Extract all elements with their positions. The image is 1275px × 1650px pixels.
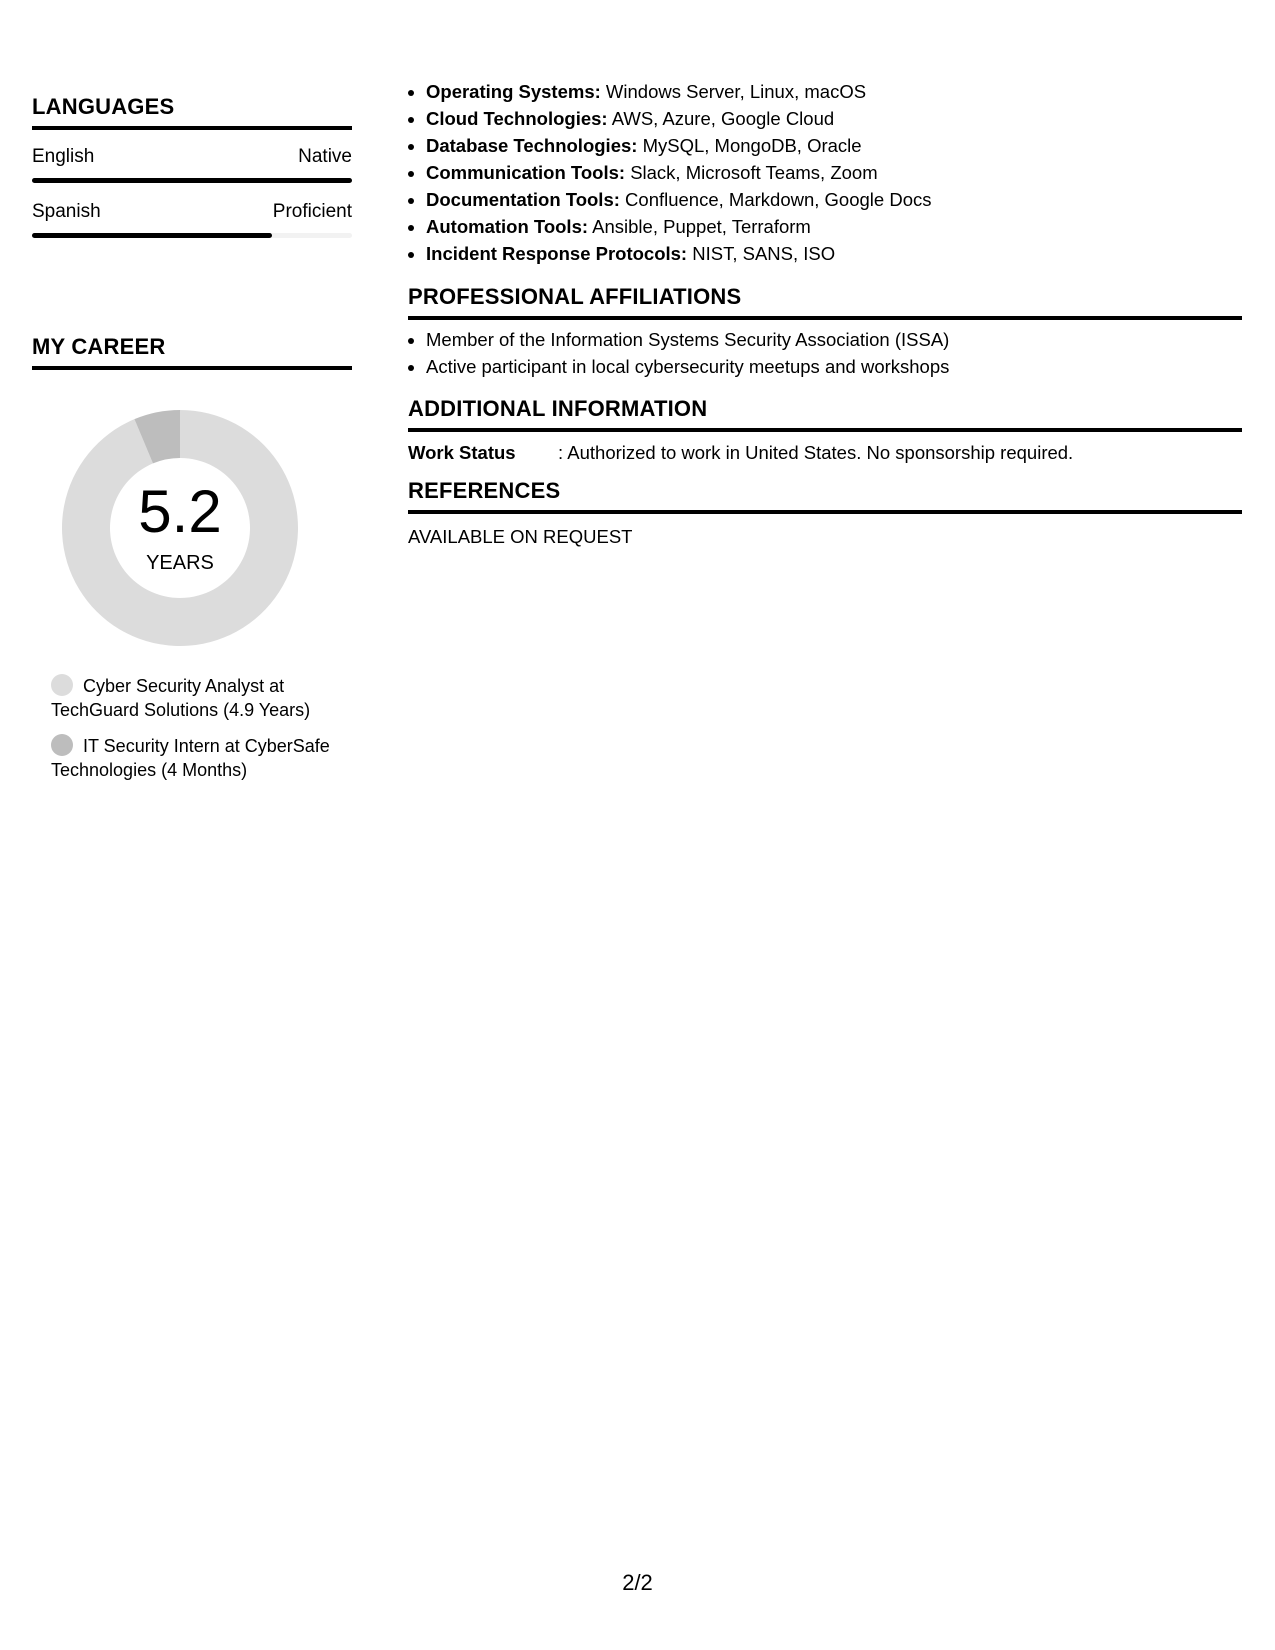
languages-heading: LANGUAGES — [32, 94, 352, 130]
skill-item — [426, 186, 1260, 213]
career-total-unit: YEARS — [146, 552, 214, 574]
work-status-value: : Authorized to work in United States. No sponsorship required. — [558, 442, 1074, 463]
language-item — [32, 201, 352, 238]
career-legend-item — [51, 734, 341, 782]
skill-label: Automation Tools: — [426, 216, 589, 237]
career-legend-label: IT Security Intern at CyberSafe Technologies (4 Months) — [51, 736, 330, 780]
skill-value: AWS, Azure, Google Cloud — [611, 108, 835, 129]
legend-dot-icon — [51, 674, 73, 696]
skill-value: Slack, Microsoft Teams, Zoom — [630, 162, 878, 183]
skill-label: Database Technologies: — [426, 135, 638, 156]
affiliations-section — [408, 284, 1242, 380]
references-heading: REFERENCES — [408, 478, 1242, 514]
language-proficiency-fill — [32, 233, 272, 238]
career-legend-item — [51, 674, 341, 722]
career-donut-chart — [56, 404, 304, 652]
skills-list — [408, 78, 1260, 267]
career-heading: MY CAREER — [32, 334, 352, 370]
language-proficiency-bar — [32, 233, 352, 238]
work-status-label: Work Status — [408, 442, 516, 463]
skill-label: Operating Systems: — [426, 81, 601, 102]
skill-item — [426, 78, 1260, 105]
career-section — [32, 334, 352, 780]
skill-label: Incident Response Protocols: — [426, 243, 688, 264]
affiliation-item: • Member of the Information Systems Security Association (ISSA) — [426, 326, 1242, 353]
affiliation-item: • Active participant in local cybersecurity meetups and workshops — [426, 353, 1242, 380]
language-name: English — [32, 146, 95, 167]
career-legend — [51, 674, 341, 794]
additional-info-section — [408, 396, 1242, 464]
skill-value: Ansible, Puppet, Terraform — [592, 216, 811, 237]
skill-item — [426, 240, 1260, 267]
language-level: Native — [298, 146, 352, 167]
language-level: Proficient — [272, 201, 352, 222]
skill-item — [426, 132, 1260, 159]
page-number: 2/2 — [622, 1570, 653, 1595]
additional-info-heading: ADDITIONAL INFORMATION — [408, 396, 1242, 432]
skill-value: MySQL, MongoDB, Oracle — [642, 135, 862, 156]
language-item — [32, 146, 352, 183]
references-text: AVAILABLE ON REQUEST — [408, 526, 633, 547]
skill-item — [426, 105, 1260, 132]
legend-dot-icon — [51, 734, 73, 756]
skill-value: NIST, SANS, ISO — [692, 243, 836, 264]
references-section — [408, 478, 1242, 548]
language-name: Spanish — [32, 201, 101, 222]
skill-label: Communication Tools: — [426, 162, 626, 183]
language-proficiency-fill — [32, 178, 352, 183]
work-status-row — [408, 442, 1242, 464]
skill-label: Documentation Tools: — [426, 189, 620, 210]
skill-value: Windows Server, Linux, macOS — [605, 81, 867, 102]
skill-label: Cloud Technologies: — [426, 108, 608, 129]
skill-value: Confluence, Markdown, Google Docs — [625, 189, 932, 210]
career-legend-label: Cyber Security Analyst at TechGuard Solutions (4.9 Years) — [51, 676, 311, 720]
language-proficiency-bar — [32, 178, 352, 183]
career-total-value: 5.2 — [138, 478, 222, 545]
skill-item — [426, 213, 1260, 240]
skill-item — [426, 159, 1260, 186]
affiliations-heading: PROFESSIONAL AFFILIATIONS — [408, 284, 1242, 320]
affiliations-list — [408, 326, 1242, 380]
languages-section — [32, 94, 352, 238]
